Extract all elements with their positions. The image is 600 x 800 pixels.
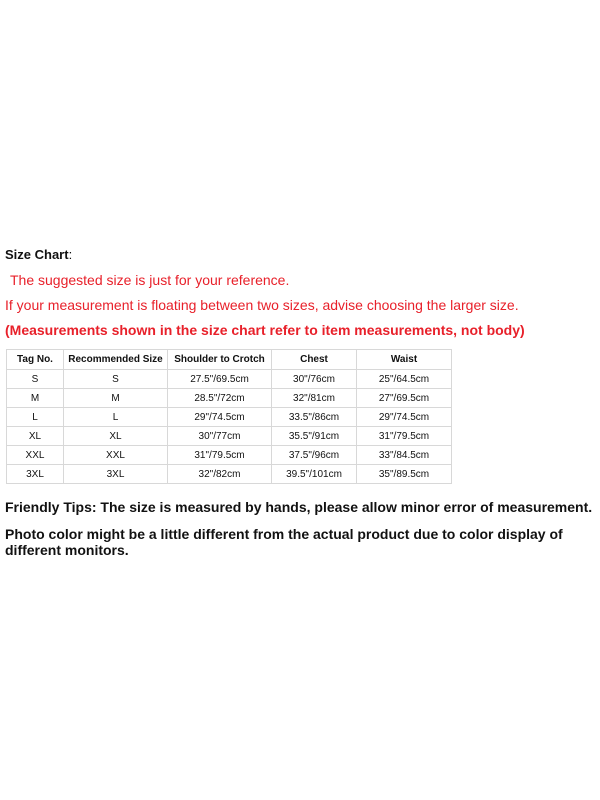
friendly-tips: Friendly Tips: The size is measured by hands, please allow minor error of measurement. [5, 499, 593, 515]
size-table [6, 349, 452, 484]
cell-recommended-size: XL [64, 427, 168, 446]
header-waist: Waist [357, 350, 452, 370]
heading-colon: : [68, 247, 73, 262]
cell-tag-no: L [7, 408, 64, 427]
cell-shoulder-to-crotch: 27.5"/69.5cm [168, 370, 272, 389]
header-chest: Chest [272, 350, 357, 370]
table-row [7, 427, 452, 446]
cell-waist: 33"/84.5cm [357, 446, 452, 465]
cell-waist: 29"/74.5cm [357, 408, 452, 427]
cell-chest: 37.5"/96cm [272, 446, 357, 465]
cell-recommended-size: L [64, 408, 168, 427]
cell-chest: 30"/76cm [272, 370, 357, 389]
photo-color-note: Photo color might be a little different from the actual product due to color display of different monitors. [5, 526, 563, 558]
header-recommended-size: Recommended Size [64, 350, 168, 370]
table-row [7, 446, 452, 465]
table-row [7, 370, 452, 389]
table-row [7, 408, 452, 427]
cell-recommended-size: M [64, 389, 168, 408]
cell-waist: 35"/89.5cm [357, 465, 452, 484]
size-chart-heading [5, 247, 72, 262]
reference-note: The suggested size is just for your reference. [10, 272, 290, 288]
cell-tag-no: XL [7, 427, 64, 446]
header-shoulder-to-crotch: Shoulder to Crotch [168, 350, 272, 370]
table-row [7, 465, 452, 484]
header-tag-no: Tag No. [7, 350, 64, 370]
cell-tag-no: S [7, 370, 64, 389]
cell-shoulder-to-crotch: 32"/82cm [168, 465, 272, 484]
cell-recommended-size: S [64, 370, 168, 389]
cell-waist: 27"/69.5cm [357, 389, 452, 408]
cell-shoulder-to-crotch: 30"/77cm [168, 427, 272, 446]
cell-chest: 33.5"/86cm [272, 408, 357, 427]
cell-shoulder-to-crotch: 28.5"/72cm [168, 389, 272, 408]
larger-size-advice: If your measurement is floating between two sizes, advise choosing the larger size. [5, 297, 519, 313]
cell-chest: 32"/81cm [272, 389, 357, 408]
cell-recommended-size: XXL [64, 446, 168, 465]
table-header-row [7, 350, 452, 370]
cell-chest: 39.5"/101cm [272, 465, 357, 484]
table-row [7, 389, 452, 408]
cell-tag-no: 3XL [7, 465, 64, 484]
cell-recommended-size: 3XL [64, 465, 168, 484]
cell-waist: 25"/64.5cm [357, 370, 452, 389]
cell-tag-no: XXL [7, 446, 64, 465]
cell-shoulder-to-crotch: 31"/79.5cm [168, 446, 272, 465]
cell-waist: 31"/79.5cm [357, 427, 452, 446]
size-chart-title: Size Chart [5, 247, 69, 262]
cell-shoulder-to-crotch: 29"/74.5cm [168, 408, 272, 427]
measurement-disclaimer: (Measurements shown in the size chart refer to item measurements, not body) [5, 322, 525, 338]
cell-chest: 35.5"/91cm [272, 427, 357, 446]
cell-tag-no: M [7, 389, 64, 408]
